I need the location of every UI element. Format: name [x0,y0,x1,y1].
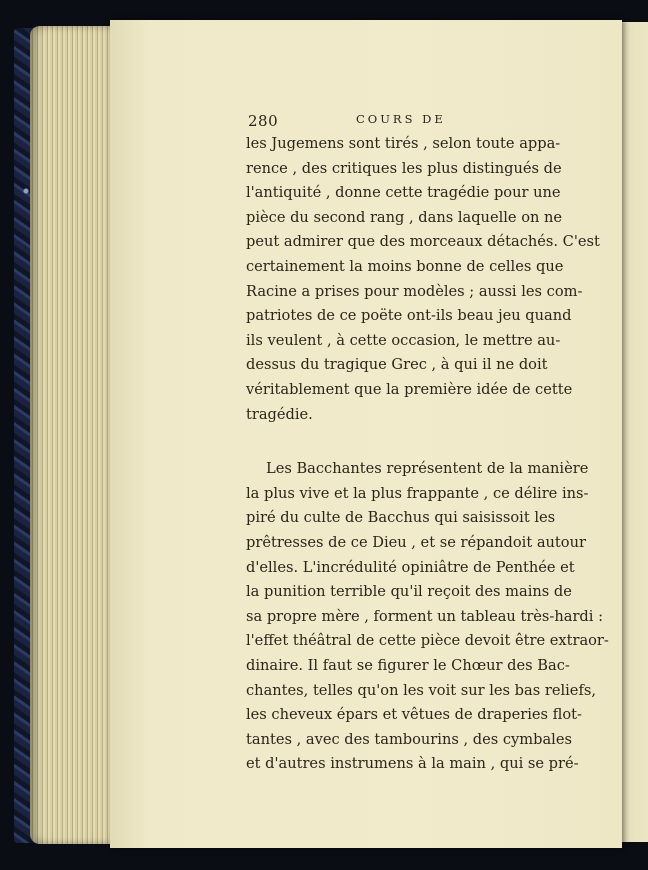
page-header [134,112,554,132]
text-line: et d'autres instrumens à la main , qui se pré- [246,755,579,773]
text-line: dessus du tragique Grec , à qui il ne doit [246,356,548,374]
text-line: chantes, telles qu'on les voit sur les bas reliefs, [246,681,596,699]
text-line: d'elles. L'incrédulité opiniâtre de Penthée et [246,558,575,576]
text-line: tragédie. [246,405,313,423]
text-line: patriotes de ce poëte ont-ils beau jeu quand [246,307,572,325]
text-line: véritablement que la première idée de cette [246,381,573,398]
text-line: les Jugemens sont tirés , selon toute appa- [246,135,561,152]
text-line: l'effet théâtral de cette pièce devoit être extraor- [246,632,609,650]
text-line: certainement la moins bonne de celles que [246,258,564,275]
text-line: ils veulent , à cette occasion, le mettre au- [246,331,561,349]
text-line: Racine a prises pour modèles ; aussi les com- [246,282,583,300]
text-line: pièce du second rang , dans laquelle on ne [246,208,563,226]
text-line: l'antiquité , donne cette tragédie pour une [246,184,561,202]
text-line: sa propre mère , forment un tableau très-hardi : [246,607,603,625]
text-line: la plus vive et la plus frappante , ce délire ins- [246,484,589,502]
text-line: la punition terrible qu'il reçoit des mains de [246,583,572,601]
text-line: rence , des critiques les plus distingués de [246,159,562,177]
text-line: prêtresses de ce Dieu , et se répandoit autour [246,534,586,551]
text-line: peut admirer que des morceaux détachés. C'est [246,233,600,251]
running-head: COURS DE [356,112,446,126]
text-line: piré du culte de Bacchus qui saisissoit les [246,509,556,527]
text-line: les cheveux épars et vêtues de draperies flot- [246,706,582,724]
text-line: dinaire. Il faut se figurer le Chœur des Bac- [246,657,570,674]
page-number: 280 [248,112,279,130]
text-line: tantes , avec des tambourins , des cymbales [246,730,572,748]
text-line: Les Bacchantes représentent de la manière [266,460,589,478]
